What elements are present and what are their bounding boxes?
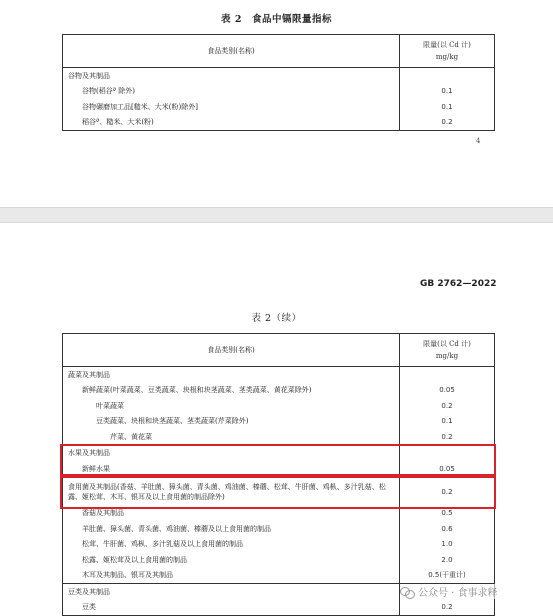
header-limit-line1: 限量(以 Cd 计) bbox=[423, 340, 471, 348]
limit-value-cell: 0.2 bbox=[441, 432, 453, 441]
table-title: 表 2 食品中镉限量指标 bbox=[221, 14, 332, 25]
page-separator bbox=[0, 207, 553, 223]
header-limit-unit: mg/kg bbox=[435, 352, 459, 360]
table-row bbox=[63, 68, 495, 84]
limit-value-cell: 0.2 bbox=[400, 477, 495, 506]
limit-value-cell: 1.0 bbox=[441, 540, 453, 549]
table-row bbox=[63, 600, 495, 616]
table-row bbox=[63, 99, 495, 115]
table-row bbox=[63, 398, 495, 414]
food-category-cell: 香菇及其制品 bbox=[63, 506, 400, 522]
table-row bbox=[63, 367, 495, 383]
table-row bbox=[63, 521, 495, 537]
header-limit-unit: mg/kg bbox=[435, 53, 459, 61]
table-row bbox=[63, 568, 495, 584]
food-category-cell: 新鲜蔬菜(叶菜蔬菜、豆类蔬菜、块根和块茎蔬菜、茎类蔬菜、黄花菜除外) bbox=[63, 383, 400, 399]
food-category-cell: 羊肚菌、獐头菌、青头菌、鸡油菌、榛蘑及以上食用菌的制品 bbox=[63, 521, 400, 537]
food-category-cell: 稻谷ª、糙米、大米(粉) bbox=[63, 115, 400, 131]
limit-value-cell: 0.1 bbox=[441, 102, 453, 111]
table-row bbox=[63, 552, 495, 568]
food-category-cell: 叶菜蔬菜 bbox=[63, 398, 400, 414]
food-category-cell: 松茸、牛肝菌、鸡枞、多汁乳菇及以上食用菌的制品 bbox=[63, 537, 400, 553]
limit-value-cell: 0.05 bbox=[439, 464, 455, 473]
table-continued-title: 表 2（续） bbox=[251, 313, 302, 324]
limit-value-cell: 0.5 bbox=[441, 509, 453, 518]
table-row bbox=[63, 429, 495, 445]
table-row bbox=[63, 84, 495, 100]
food-category-cell: 木耳及其制品、银耳及其制品 bbox=[63, 568, 400, 584]
food-category-cell: 谷物(稻谷ª 除外) bbox=[63, 84, 400, 100]
page-number: 4 bbox=[476, 137, 481, 145]
highlight-box-fruit bbox=[60, 444, 496, 476]
food-category-cell: 豆类及其制品 bbox=[63, 584, 400, 600]
food-category-cell: 水果及其制品 bbox=[63, 445, 400, 461]
food-category-cell: 谷物碾磨加工品[糙米、大米(粉)除外] bbox=[63, 99, 400, 115]
limit-value-cell bbox=[400, 68, 495, 84]
food-category-cell: 松露、姬松茸及以上食用菌的制品 bbox=[63, 552, 400, 568]
food-category-cell: 新鲜水果 bbox=[63, 461, 400, 477]
limit-value-cell: 2.0 bbox=[441, 555, 453, 564]
watermark-text: 公众号 · 食事求释 bbox=[418, 588, 498, 599]
food-category-cell: 芹菜、黄花菜 bbox=[63, 429, 400, 445]
table-header-row bbox=[63, 334, 495, 367]
cadmium-limits-table bbox=[62, 34, 495, 131]
table-row bbox=[63, 115, 495, 131]
watermark bbox=[400, 584, 498, 599]
header-category: 食品类别(名称) bbox=[63, 334, 400, 367]
food-category-cell: 谷物及其制品 bbox=[63, 68, 400, 84]
highlight-box-mushroom bbox=[60, 476, 496, 509]
limit-value-cell: 0.5(干重计) bbox=[428, 571, 466, 580]
standard-number: GB 2762—2022 bbox=[420, 279, 497, 289]
wechat-icon bbox=[400, 586, 414, 598]
limit-value-cell: 0.2 bbox=[441, 401, 453, 410]
limit-value-cell: 0.2 bbox=[441, 603, 453, 612]
header-limit bbox=[400, 35, 495, 68]
header-category: 食品类别(名称) bbox=[63, 35, 400, 68]
limit-value-cell: 0.2 bbox=[441, 118, 453, 127]
food-category-cell: 食用菌及其制品(香菇、羊肚菌、獐头菌、青头菌、鸡油菌、榛蘑、松茸、牛肝菌、鸡枞、多汁乳菇、松露、姬松茸、木耳、银耳及以上食用菌的制品除外) bbox=[63, 477, 400, 506]
header-limit-line1: 限量(以 Cd 计) bbox=[423, 41, 471, 49]
limit-value-cell: 0.05 bbox=[439, 386, 455, 395]
header-limit bbox=[400, 334, 495, 367]
limit-value-cell bbox=[400, 367, 495, 383]
table-row bbox=[63, 414, 495, 430]
document-page-1 bbox=[0, 0, 553, 207]
limit-value-cell: 0.1 bbox=[441, 417, 453, 426]
table-header-row bbox=[63, 35, 495, 68]
food-category-cell: 蔬菜及其制品 bbox=[63, 367, 400, 383]
table-row bbox=[63, 383, 495, 399]
limit-value-cell: 0.6 bbox=[441, 524, 453, 533]
document-page-2 bbox=[0, 223, 553, 616]
food-category-cell: 豆类 bbox=[63, 600, 400, 616]
table-row bbox=[63, 537, 495, 553]
limit-value-cell: 0.1 bbox=[441, 87, 453, 96]
food-category-cell: 豆类蔬菜、块根和块茎蔬菜、茎类蔬菜(芹菜除外) bbox=[63, 414, 400, 430]
